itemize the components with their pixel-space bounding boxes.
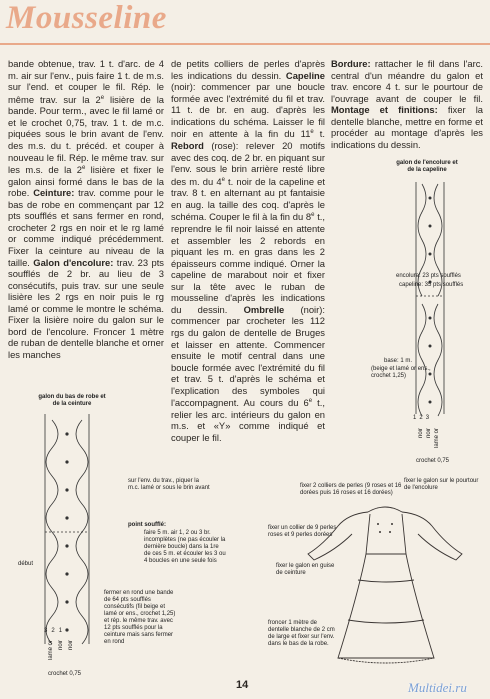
left-crochet-size: crochet 0,75 bbox=[48, 671, 82, 677]
note-collier-9: fixer un collier de 9 perles roses et 9 perles dorées bbox=[268, 525, 337, 538]
left-row-label-noir-2: noir bbox=[68, 640, 74, 651]
note-galon-encolure: fixer le galon sur le pourtour de l'encolure bbox=[404, 478, 479, 491]
paragraph: de petits colliers de perles d'après les indications du dessin. Capeline (noir): commencer par une boucle formée avec l'extrémité du fil et trav. 11 t. de br. en aug. d'après les indications du schéma. Laisser le fil noir en attente à la fin du 11e t. Rebord (rose): relever 20 motifs avec des coq. de 2 br. en piquant sur l'env. sous le brin arrière resté libre des m. du 4e t. noir de la capeline et trav. 8 t. en alternant au pt fantaisie en aug. la taille des coq. d'après le schéma. Couper le fil à la fin du 8e t., reprendre le fil noir laissé en attente et assembler les 2 rebords en piquant les m. en gras dans les 2 épaisseurs comme indiqué. Orner la capeline de marabout noir et fixer sur la tête avec le ruban de mousseline d'après les indications du dessin. Ombrelle (noir): commencer par crocheter les 112 rgs du galon de dentelle de Bruges et laisser en attente. Commencer ensuite le motif central dans une boucle formée avec l'extrémité du fil et trav. 5 t. d'après le schéma et l'explication des symboles qui l'accompagnent. Au cours du 6e t., relier les arc. intérieurs du galon en m.s. et «Y» comme indiqué et couper le fil. bbox=[171, 58, 326, 443]
encolure-label: encolure: 23 pts soufflés bbox=[396, 273, 461, 279]
watermark: Multidei.ru bbox=[408, 680, 467, 695]
page-title: Mousseline bbox=[6, 0, 167, 36]
base-label: base: 1 m. bbox=[384, 358, 413, 364]
left-diagram-title: galon du bas de robe et de la ceinture bbox=[38, 394, 106, 407]
page-number: 14 bbox=[236, 679, 249, 691]
paragraph: Bordure: rattacher le fil dans l'arc. central d'un méandre du galon et trav. encore 4 t. sur le pourtour de l'ouvrage avant de couper le fil. Montage et finitions: fixer la dentelle blanche, mettre en forme et procéder au montage d'après les indications du dessin. bbox=[331, 58, 483, 150]
text-column-1 bbox=[8, 58, 164, 360]
left-row-label-noir-1: noir bbox=[58, 640, 64, 651]
left-row-numbers: 321 bbox=[44, 628, 67, 634]
legend-ms: sur l'env. du trav., piquer la m.c. lamé or sous le brin avant bbox=[128, 478, 210, 491]
legend-point-body: faire 5 m. air 1, 2 ou 3 br. incomplètes (ne pas écouler la dernière boucle) dans la 1re de ces 5 m. et écouler les 3 ou 4 boucles en une seule fois bbox=[144, 530, 226, 564]
note-dentelle: froncer 1 mètre de dentelle blanche de 2 cm de large et fixer sur l'env. dans le bas de la robe. bbox=[268, 620, 335, 647]
capeline-label: capeline: 35 pts soufflés bbox=[399, 282, 464, 288]
right-diagram-title: galon de l'encolure et de la capeline bbox=[396, 160, 458, 173]
note-colliers: fixer 2 colliers de perles (9 roses et 16 dorées puis 16 roses et 16 dorées) bbox=[300, 483, 402, 496]
left-row-label-lame-or: lamé or bbox=[48, 640, 54, 661]
debut-label: début bbox=[18, 561, 34, 567]
base-note: (beige et lamé or ens., crochet 1,25) bbox=[371, 366, 431, 379]
note-galon-ceinture: fixer le galon en guise de ceinture bbox=[276, 563, 335, 576]
title-divider bbox=[0, 43, 490, 45]
legend-point-title: point soufflé: bbox=[128, 522, 166, 528]
text-column-2 bbox=[171, 58, 325, 444]
right-crochet-size: crochet 0,75 bbox=[416, 458, 450, 464]
neckline-galon-chart bbox=[412, 178, 448, 418]
right-row-numbers: 123 bbox=[413, 415, 433, 421]
right-row-label-noir-1: noir bbox=[418, 428, 424, 439]
right-row-label-lame-or: lamé or bbox=[434, 428, 440, 449]
right-row-label-noir-2: noir bbox=[426, 428, 432, 439]
text-column-3 bbox=[331, 58, 483, 150]
paragraph: bande obtenue, trav. 1 t. d'arc. de 4 m. air sur l'env., puis faire 1 t. de m.s. sur l'end. et couper le fil. Rép. le même trav. sur la 2e lisière de la bande. Pour term., avec le fil lamé or et le crochet 0,75, trav. 1 t. de m.c. piquées sous le brin avant de l'env. des m.s. du t. précéd. et couper à nouveau le fil. Rép. le même trav. sur les m.s. de la 2e lisière et fixer le galon ainsi formé dans le bas de la robe. Ceinture: trav. comme pour le bas de robe en commençant par 12 pts soufflés et sans fermer en rond, crocheter 2 rgs en noir et le rg lamé or comme indiqué précédemment. Fixer la ceinture au niveau de la taille. Galon d'encolure: trav. 23 pts soufflés de 2 br. au lieu de 3 consécutifs, puis trav. sur une seule lisière les 2 rgs en noir puis le rg lamé or comme le montre le schéma. Fixer la lisière noire du galon sur le bord de l'encolure. Froncer 1 mètre de ruban de dentelle blanche et orner les manches bbox=[8, 58, 164, 360]
left-bottom-note: fermer en rond une bande de 64 pts soufflés consécutifs (fil beige et lamé or ens., crochet 1,25) et rép. le même trav. avec 12 pts soufflés pour la ceinture mais sans fermer en rond bbox=[104, 590, 176, 645]
